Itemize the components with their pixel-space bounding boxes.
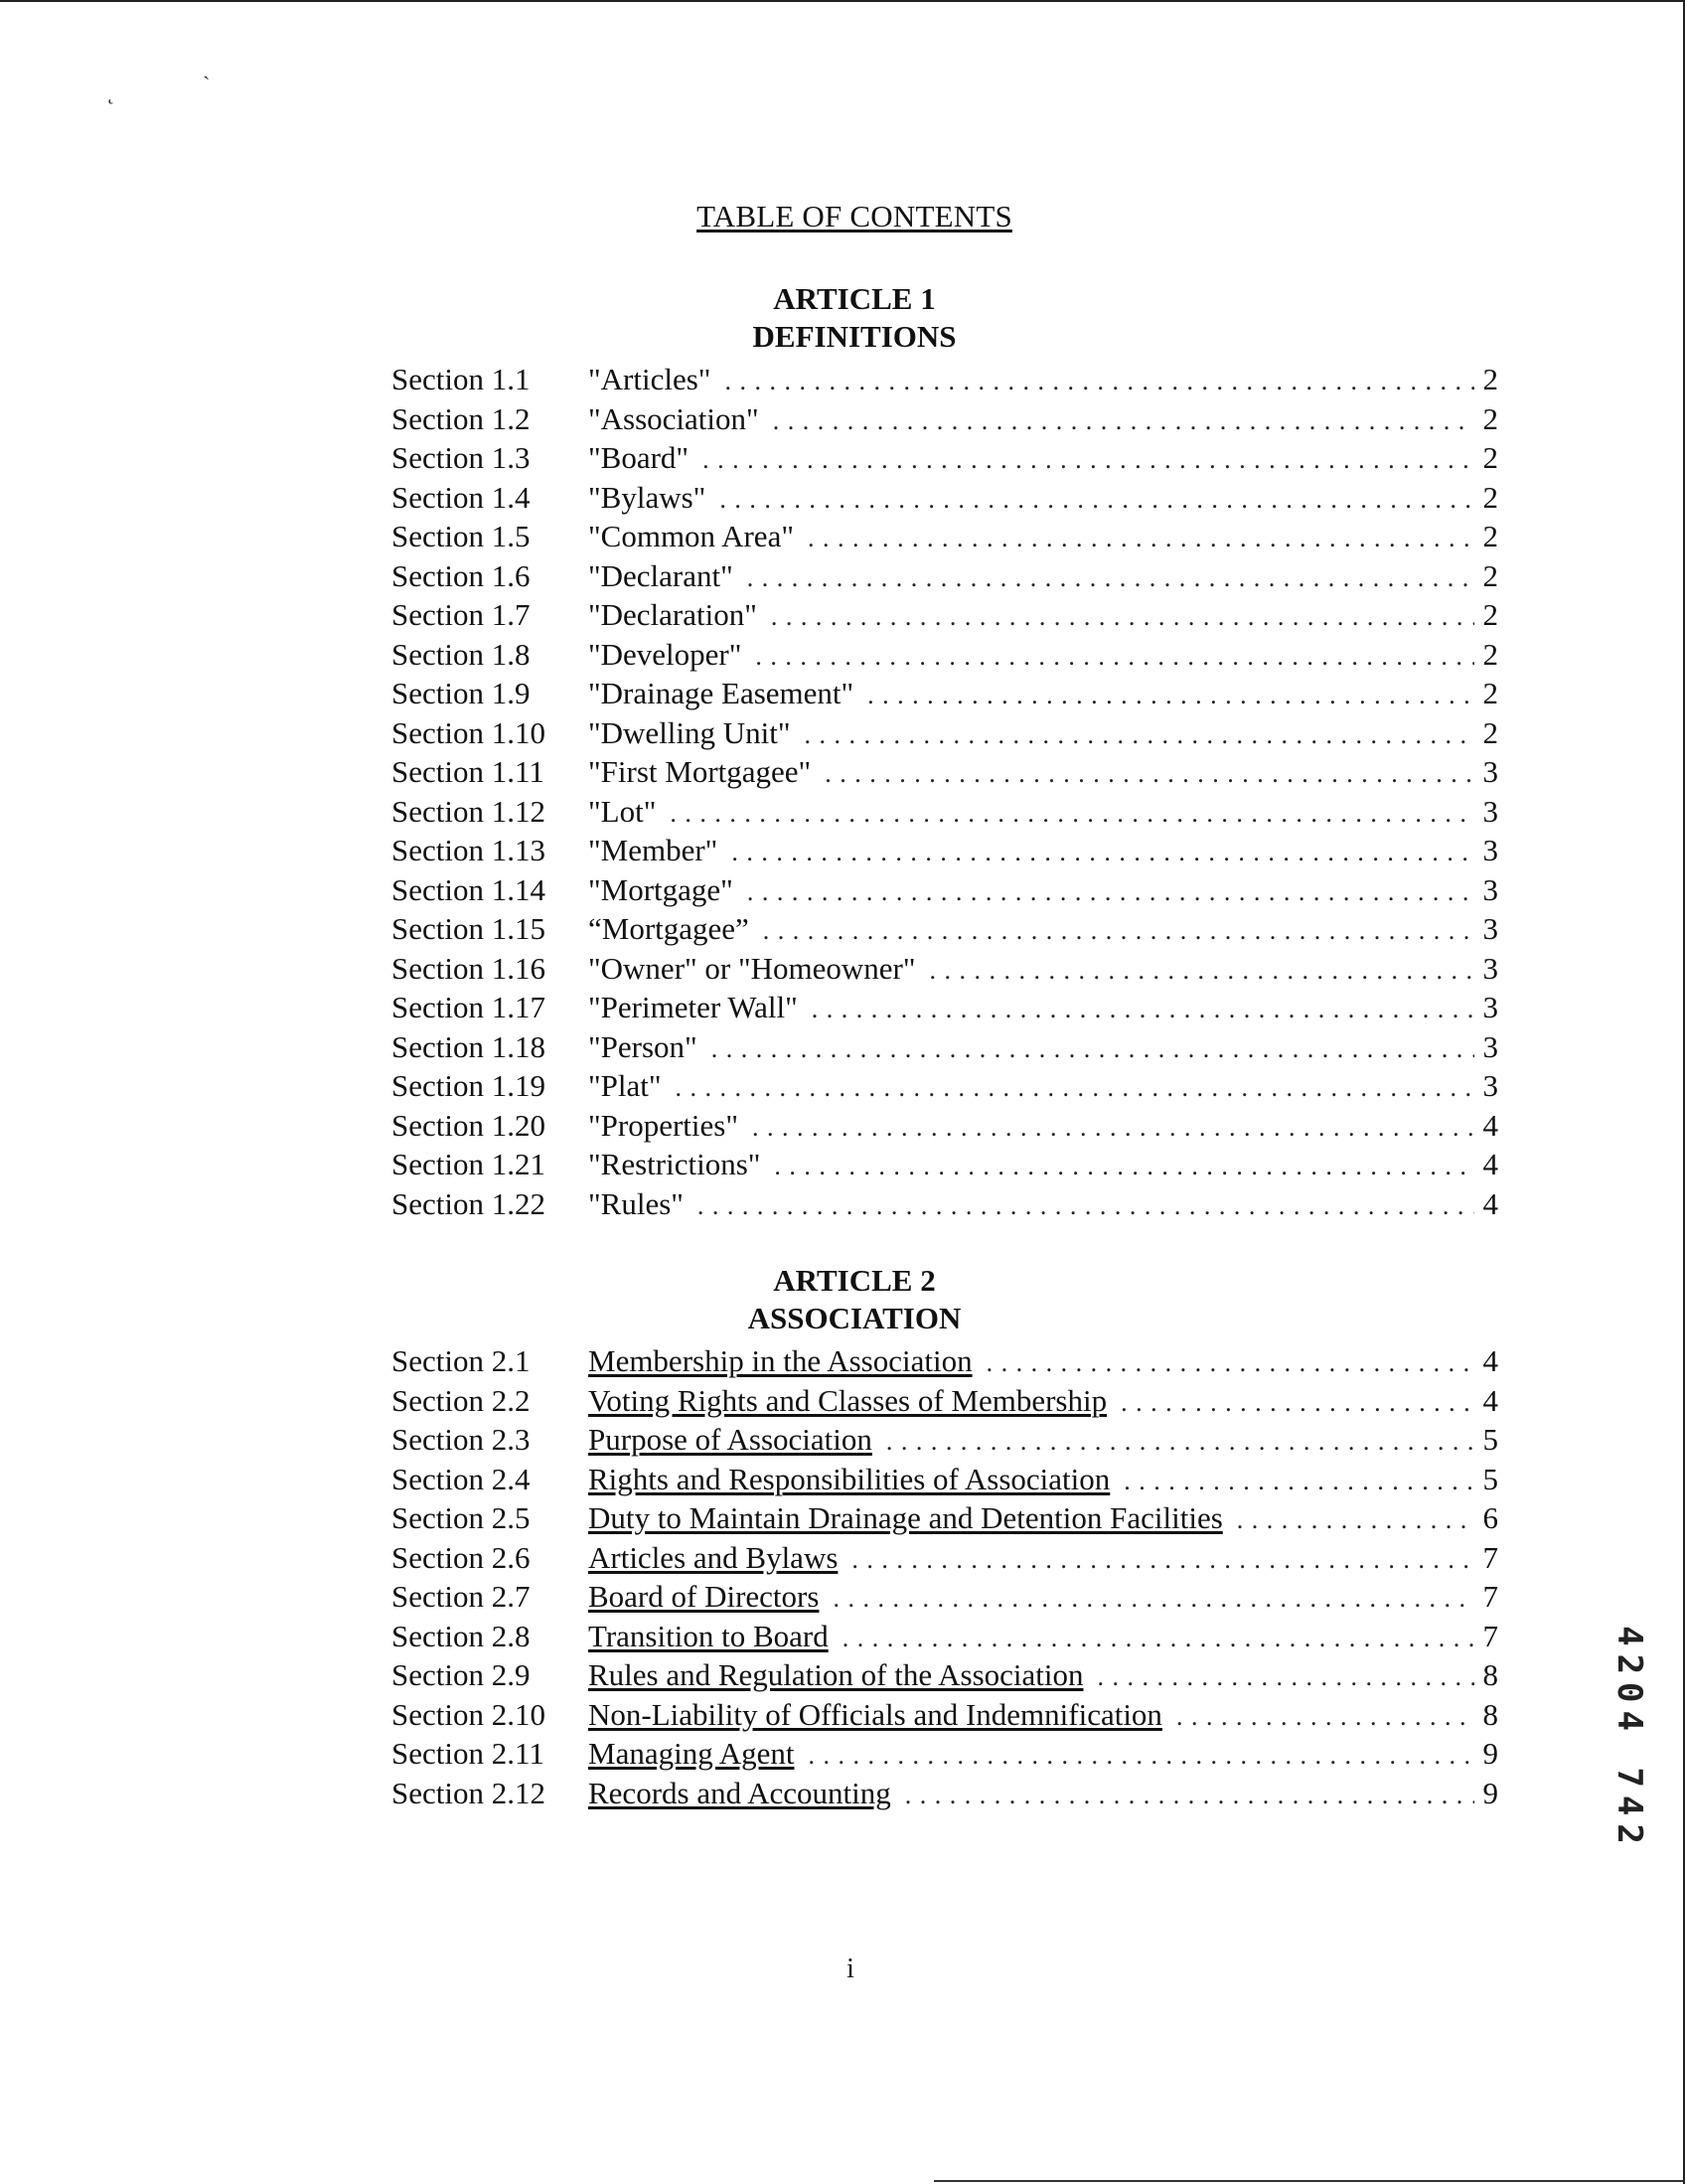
section-number: Section 2.11 <box>391 1736 544 1771</box>
section-number: Section 2.9 <box>391 1657 531 1692</box>
page-reference: 2 <box>1482 362 1498 396</box>
section-title: Membership in the Association <box>588 1343 973 1378</box>
toc-row <box>391 713 1498 753</box>
section-title: Purpose of Association <box>588 1422 872 1457</box>
dot-leader <box>825 754 1474 794</box>
page-reference: 7 <box>1482 1539 1498 1575</box>
page-reference: 2 <box>1482 519 1498 553</box>
dot-leader <box>833 1579 1474 1619</box>
toc-row <box>391 1577 1498 1617</box>
page-reference: 7 <box>1482 1579 1498 1614</box>
page-reference: 4 <box>1482 1147 1498 1181</box>
article-1-number: ARTICLE 1 <box>773 281 936 316</box>
toc-row <box>391 831 1498 870</box>
dot-leader <box>763 911 1474 951</box>
page-reference: 2 <box>1482 400 1498 436</box>
stamp-number: 4204 742 <box>1609 1626 1649 1852</box>
dot-leader <box>905 1776 1474 1815</box>
article-1-title: DEFINITIONS <box>752 319 957 354</box>
toc-row <box>391 1655 1498 1695</box>
section-title: "Developer" <box>588 636 742 672</box>
page-reference: 2 <box>1482 714 1498 750</box>
toc-row <box>391 1027 1498 1067</box>
dot-leader <box>755 637 1474 677</box>
section-title: "Bylaws" <box>588 479 706 515</box>
article-1-section-list <box>391 360 1498 1223</box>
article-2-section-list <box>391 1341 1498 1812</box>
page-reference: 8 <box>1482 1696 1498 1732</box>
section-number: Section 1.9 <box>391 676 531 710</box>
section-number: Section 1.21 <box>391 1147 545 1181</box>
section-title: "Declarant" <box>588 557 733 593</box>
section-number: Section 2.2 <box>391 1382 531 1418</box>
toc-row <box>391 870 1498 910</box>
dot-leader <box>747 872 1474 912</box>
page-top-edge <box>0 0 1685 2</box>
section-number: Section 1.12 <box>391 793 545 829</box>
section-title: "Drainage Easement" <box>588 676 854 710</box>
dot-leader <box>808 519 1474 558</box>
section-title: "Member" <box>588 833 718 867</box>
toc-row <box>391 1420 1498 1460</box>
section-number: Section 1.8 <box>391 636 531 672</box>
section-title: "Common Area" <box>588 519 794 553</box>
section-number: Section 2.12 <box>391 1775 545 1810</box>
page-reference: 2 <box>1482 676 1498 710</box>
dot-leader <box>771 597 1474 637</box>
toc-row <box>391 517 1498 556</box>
toc-row <box>391 635 1498 675</box>
toc-row <box>391 360 1498 399</box>
dot-leader <box>1237 1500 1474 1540</box>
page-reference: 9 <box>1482 1736 1498 1771</box>
page-title: TABLE OF CONTENTS <box>696 199 1012 234</box>
section-title: Records and Accounting <box>588 1775 891 1810</box>
page-reference: 4 <box>1482 1382 1498 1418</box>
dot-leader <box>702 440 1474 480</box>
section-number: Section 1.10 <box>391 714 545 750</box>
toc-row <box>391 674 1498 713</box>
section-title: "Person" <box>588 1028 697 1064</box>
toc-row <box>391 1106 1498 1146</box>
section-number: Section 1.6 <box>391 557 531 593</box>
section-title: "Mortgage" <box>588 871 733 907</box>
dot-leader <box>886 1422 1474 1462</box>
toc-row <box>391 1066 1498 1106</box>
section-title: "Owner" or "Homeowner" <box>588 950 916 986</box>
dot-leader <box>851 1540 1474 1580</box>
dot-leader <box>842 1619 1474 1658</box>
section-title: Duty to Maintain Drainage and Detention Facilities <box>588 1500 1223 1535</box>
toc-row <box>391 1617 1498 1656</box>
section-number: Section 1.13 <box>391 833 545 867</box>
dot-leader <box>773 401 1474 441</box>
section-number: Section 1.5 <box>391 519 531 553</box>
toc-row <box>391 988 1498 1027</box>
page-reference: 3 <box>1482 911 1498 946</box>
section-title: Articles and Bylaws <box>588 1539 839 1575</box>
toc-row <box>391 1734 1498 1774</box>
toc-row <box>391 752 1498 792</box>
dot-leader <box>774 1147 1474 1186</box>
page-number: i <box>846 1953 854 1984</box>
dot-leader <box>987 1343 1474 1383</box>
dot-leader <box>1098 1657 1474 1697</box>
section-number: Section 1.2 <box>391 400 531 436</box>
page-reference: 5 <box>1482 1461 1498 1496</box>
article-1-heading <box>0 280 1685 356</box>
scan-speck: ˛ <box>107 79 115 104</box>
toc-row <box>391 399 1498 439</box>
page-reference: 2 <box>1482 636 1498 672</box>
article-2-title: ASSOCIATION <box>747 1301 962 1335</box>
section-number: Section 1.1 <box>391 362 531 396</box>
section-number: Section 1.19 <box>391 1068 545 1103</box>
dot-leader <box>805 715 1474 755</box>
page-reference: 3 <box>1482 1028 1498 1064</box>
page-reference: 4 <box>1482 1107 1498 1143</box>
page-reference: 2 <box>1482 479 1498 515</box>
dot-leader <box>697 1186 1474 1226</box>
section-title: "Restrictions" <box>588 1147 761 1181</box>
toc-row <box>391 1145 1498 1184</box>
dot-leader <box>711 1029 1474 1069</box>
page-reference: 2 <box>1482 597 1498 632</box>
section-title: Managing Agent <box>588 1736 795 1771</box>
section-number: Section 1.3 <box>391 440 531 475</box>
dot-leader <box>1176 1697 1474 1737</box>
page-reference: 3 <box>1482 871 1498 907</box>
section-title: "Declaration" <box>588 597 757 632</box>
toc-row <box>391 478 1498 518</box>
section-title: "First Mortgagee" <box>588 754 812 789</box>
dot-leader <box>1121 1383 1474 1423</box>
page-reference: 8 <box>1482 1657 1498 1692</box>
section-number: Section 2.10 <box>391 1696 545 1732</box>
page-reference: 2 <box>1482 440 1498 475</box>
section-title: "Plat" <box>588 1068 662 1103</box>
section-title: “Mortgagee” <box>588 911 749 946</box>
dot-leader <box>1124 1462 1474 1501</box>
toc-row <box>391 949 1498 989</box>
section-title: "Rules" <box>588 1185 684 1221</box>
section-title: Transition to Board <box>588 1618 829 1653</box>
section-title: "Board" <box>588 440 689 475</box>
dot-leader <box>809 1736 1475 1776</box>
dot-leader <box>930 951 1474 991</box>
section-number: Section 1.16 <box>391 950 545 986</box>
page-reference: 2 <box>1482 557 1498 593</box>
section-number: Section 2.5 <box>391 1500 531 1535</box>
scan-speck: ` <box>203 72 211 96</box>
section-title: Board of Directors <box>588 1579 820 1614</box>
toc-row <box>391 1381 1498 1421</box>
dot-leader <box>719 480 1474 520</box>
section-number: Section 2.8 <box>391 1618 531 1653</box>
toc-row <box>391 556 1498 596</box>
article-2-number: ARTICLE 2 <box>773 1263 936 1298</box>
section-number: Section 1.15 <box>391 911 545 946</box>
page-reference: 7 <box>1482 1618 1498 1653</box>
page-reference: 5 <box>1482 1422 1498 1457</box>
dot-leader <box>812 990 1474 1029</box>
page-bottom-edge <box>934 2180 1685 2182</box>
toc-row <box>391 1774 1498 1813</box>
toc-row <box>391 1538 1498 1578</box>
section-number: Section 1.4 <box>391 479 531 515</box>
section-title: "Lot" <box>588 793 657 829</box>
page-reference: 4 <box>1482 1185 1498 1221</box>
article-2-heading <box>0 1262 1685 1337</box>
toc-row <box>391 1341 1498 1381</box>
page-reference: 3 <box>1482 990 1498 1024</box>
toc-row <box>391 909 1498 949</box>
section-number: Section 2.4 <box>391 1461 531 1496</box>
dot-leader <box>747 558 1474 598</box>
page-reference: 9 <box>1482 1775 1498 1810</box>
toc-row <box>391 595 1498 635</box>
section-number: Section 1.20 <box>391 1107 545 1143</box>
section-title: "Articles" <box>588 362 711 396</box>
page-reference: 4 <box>1482 1343 1498 1378</box>
section-title: "Properties" <box>588 1107 739 1143</box>
page-reference: 6 <box>1482 1500 1498 1535</box>
toc-row <box>391 438 1498 478</box>
page-reference: 3 <box>1482 754 1498 789</box>
document-stamp <box>1609 1570 1649 1908</box>
section-title: Non-Liability of Officials and Indemnification <box>588 1696 1162 1732</box>
section-number: Section 1.11 <box>391 754 544 789</box>
page-reference: 3 <box>1482 793 1498 829</box>
section-title: "Dwelling Unit" <box>588 714 791 750</box>
section-title: Rules and Regulation of the Association <box>588 1657 1084 1692</box>
section-number: Section 1.17 <box>391 990 545 1024</box>
section-number: Section 2.7 <box>391 1579 531 1614</box>
section-number: Section 2.3 <box>391 1422 531 1457</box>
dot-leader <box>752 1108 1474 1148</box>
toc-row <box>391 1498 1498 1538</box>
section-number: Section 1.7 <box>391 597 531 632</box>
section-number: Section 2.1 <box>391 1343 531 1378</box>
dot-leader <box>724 362 1474 401</box>
section-number: Section 2.6 <box>391 1539 531 1575</box>
section-title: "Association" <box>588 400 759 436</box>
page-reference: 3 <box>1482 950 1498 986</box>
toc-row <box>391 792 1498 832</box>
page-reference: 3 <box>1482 1068 1498 1103</box>
dot-leader <box>867 676 1474 715</box>
dot-leader <box>731 833 1474 872</box>
section-title: Rights and Responsibilities of Association <box>588 1461 1111 1496</box>
section-number: Section 1.22 <box>391 1185 545 1221</box>
section-number: Section 1.18 <box>391 1028 545 1064</box>
page-reference: 3 <box>1482 833 1498 867</box>
toc-row <box>391 1184 1498 1224</box>
dot-leader <box>670 794 1474 834</box>
section-title: Voting Rights and Classes of Membership <box>588 1382 1108 1418</box>
section-title: "Perimeter Wall" <box>588 990 798 1024</box>
toc-row <box>391 1695 1498 1735</box>
section-number: Section 1.14 <box>391 871 545 907</box>
toc-row <box>391 1460 1498 1499</box>
dot-leader <box>676 1068 1474 1108</box>
